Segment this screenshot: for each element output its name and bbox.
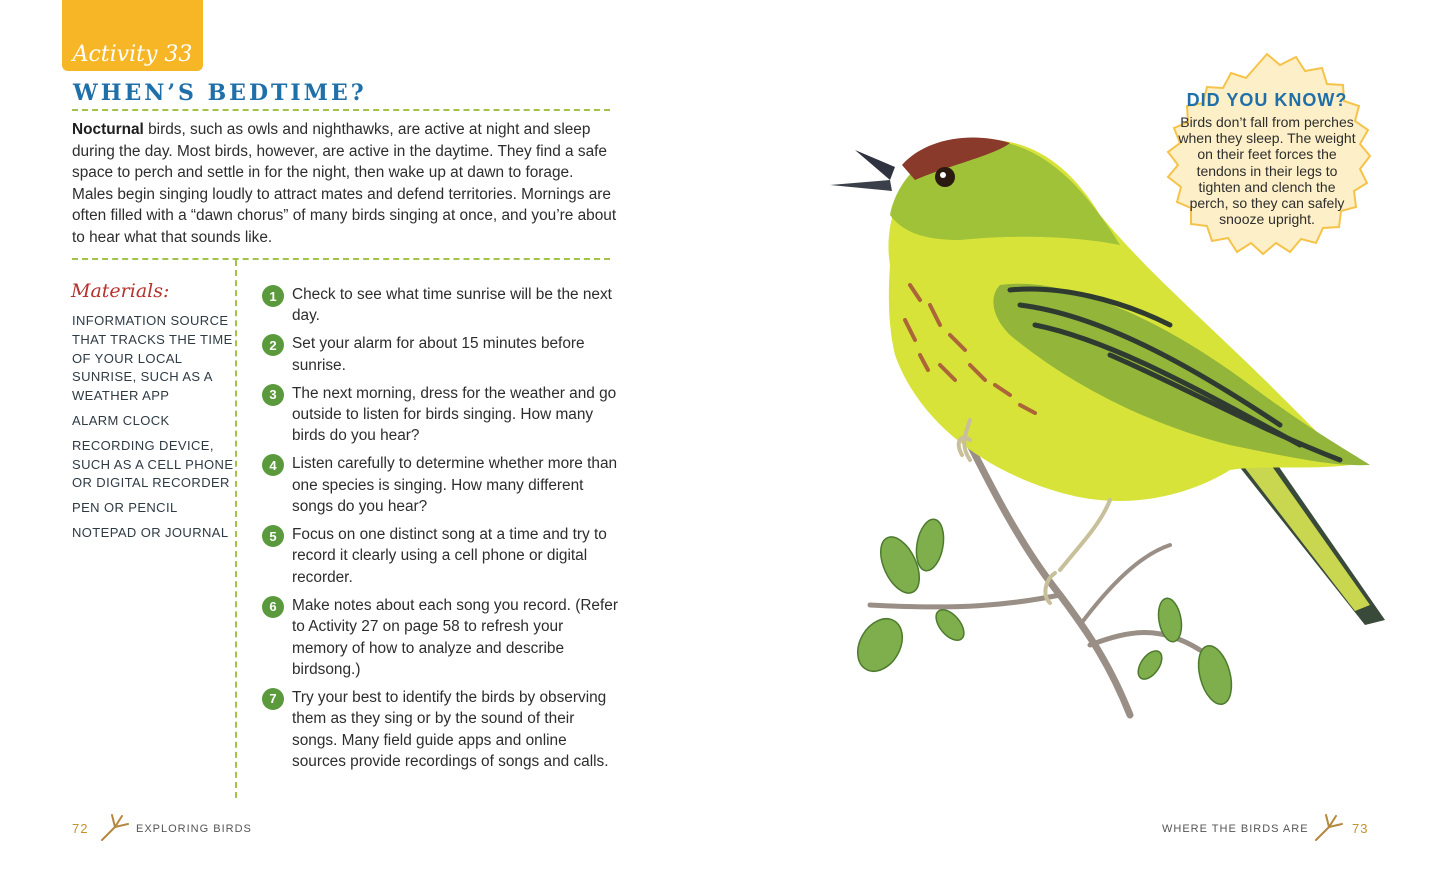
step-text: The next morning, dress for the weather and go outside to listen for birds singing. How many birds do you hear? [292, 384, 617, 445]
intro-lead-word: Nocturnal [72, 121, 144, 138]
left-page [0, 0, 722, 891]
step-number: 6 [262, 596, 284, 618]
step-item [262, 687, 622, 773]
right-page [722, 0, 1445, 891]
section-name-left: EXPLORING BIRDS [136, 823, 252, 835]
intro-paragraph [72, 119, 617, 249]
did-you-know-text: Birds don’t fall from perches when they sleep. The weight on their feet forces the tendons in their legs to tighten and clench the perch, so they can safely snooze upright. [1178, 114, 1356, 228]
step-number: 2 [262, 334, 284, 356]
step-number: 3 [262, 384, 284, 406]
step-item [262, 333, 622, 376]
step-item [262, 524, 622, 588]
activity-label: Activity 33 [72, 42, 193, 67]
material-item: ALARM CLOCK [72, 412, 170, 428]
step-text: Check to see what time sunrise will be the next day. [292, 286, 612, 325]
page-number-right: 73 [1352, 821, 1369, 836]
material-item: RECORDING DEVICE, SUCH AS A CELL PHONE OR DIGITAL RECORDER [72, 437, 234, 491]
step-text: Try your best to identify the birds by observing them as they sing or by the sound of their songs. Many field guide apps and online sources provide recordings of songs and calls. [292, 688, 609, 771]
material-item: NOTEPAD OR JOURNAL [72, 524, 229, 540]
step-number: 7 [262, 688, 284, 710]
step-text: Make notes about each song you record. (Refer to Activity 27 on page 58 to refresh your memory of how to analyze and describe birdsong.) [292, 596, 618, 678]
title-divider [72, 109, 610, 111]
step-number: 5 [262, 525, 284, 547]
step-text: Set your alarm for about 15 minutes before sunrise. [292, 335, 585, 374]
column-divider [235, 260, 237, 798]
section-name-right: WHERE THE BIRDS ARE [1162, 823, 1309, 835]
step-item [262, 383, 622, 447]
bird-track-icon [98, 810, 132, 844]
bird-track-icon [1312, 810, 1346, 844]
step-text: Focus on one distinct song at a time and try to record it clearly using a cell phone or digital recorder. [292, 526, 607, 586]
material-item: INFORMATION SOURCE THAT TRACKS THE TIME OF YOUR LOCAL SUNRISE, SUCH AS A WEATHER APP [72, 313, 233, 404]
page-title: WHEN’S BEDTIME? [73, 80, 367, 106]
step-number: 4 [262, 454, 284, 476]
step-item [262, 595, 622, 681]
page-number-left: 72 [72, 821, 89, 836]
intro-divider [72, 258, 610, 260]
step-item [262, 453, 622, 517]
material-item: PEN OR PENCIL [72, 500, 178, 516]
step-number: 1 [262, 285, 284, 307]
did-you-know-title: DID YOU KNOW? [1186, 90, 1348, 110]
step-text: Listen carefully to determine whether more than one species is singing. How many different songs do you hear? [292, 455, 618, 516]
steps-list [262, 284, 622, 779]
did-you-know-box [1156, 48, 1378, 270]
materials-title: Materials: [71, 280, 170, 302]
intro-text: birds, such as owls and nighthawks, are active at night and sleep during the day. Most birds, however, are active in the daytime. They find a safe space to perch and settle in for the night, then wake up at dawn to forage. Males begin singing loudly to attract mates and defend territories. Mornings are often filled with a “dawn chorus” of many birds singing at once, and you’re about to hear what that sounds like. [72, 121, 617, 246]
materials-list [72, 312, 234, 549]
activity-tab [62, 0, 203, 71]
step-item [262, 284, 622, 327]
